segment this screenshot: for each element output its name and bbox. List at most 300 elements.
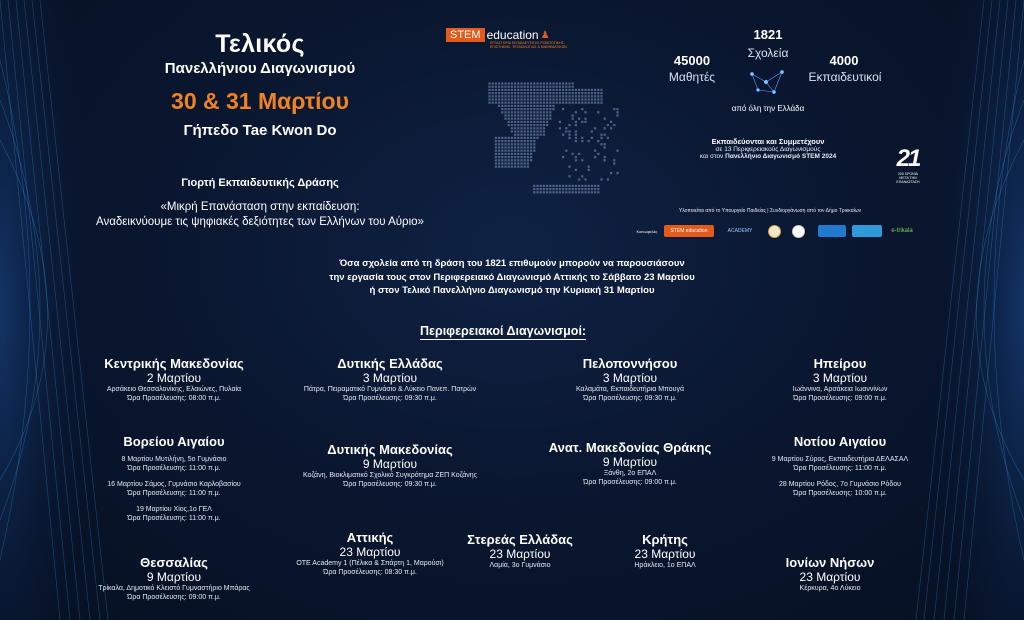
map-dot — [543, 130, 545, 132]
map-dot — [527, 95, 529, 97]
map-dot — [524, 82, 526, 84]
map-dot — [549, 95, 551, 97]
map-dot — [527, 82, 529, 84]
map-dot — [495, 82, 497, 84]
map-dot — [530, 114, 532, 116]
map-dot — [540, 92, 542, 94]
map-dot — [514, 108, 516, 110]
map-dot — [530, 86, 532, 88]
map-dot — [527, 137, 529, 139]
map-dot — [514, 156, 516, 158]
map-dot — [501, 143, 503, 145]
map-dot — [520, 102, 522, 104]
region-venue: Καλαμάτα, Εκπαιδευτήρια Μπουγά — [575, 386, 685, 393]
map-dot — [520, 166, 522, 168]
map-dot — [594, 92, 596, 94]
map-dot — [533, 89, 535, 91]
partner-logo-academy: ACADEMY — [727, 228, 753, 234]
map-dot — [517, 114, 519, 116]
map-dot — [520, 111, 522, 113]
map-dot — [524, 162, 526, 164]
map-dot — [604, 146, 606, 148]
map-dot — [552, 191, 554, 193]
map-dot — [540, 82, 542, 84]
map-dot — [524, 153, 526, 155]
map-dot — [613, 124, 615, 126]
map-dot — [508, 156, 510, 158]
map-dot — [514, 146, 516, 148]
map-dot — [501, 162, 503, 164]
map-dot — [552, 185, 554, 187]
map-dot — [572, 118, 574, 120]
map-dot — [559, 86, 561, 88]
map-dot — [568, 124, 570, 126]
map-dot — [501, 153, 503, 155]
map-dot — [572, 102, 574, 104]
map-dot — [604, 159, 606, 161]
map-dot — [533, 146, 535, 148]
map-dot — [498, 82, 500, 84]
region-crete — [610, 532, 720, 570]
map-dot — [572, 114, 574, 116]
map-dot — [520, 105, 522, 107]
participation-line-2 — [660, 153, 876, 160]
map-dot — [604, 118, 606, 120]
map-dot — [543, 121, 545, 123]
region-south-aegean — [750, 434, 930, 498]
map-dot — [597, 95, 599, 97]
map-dot — [591, 98, 593, 100]
map-dot — [559, 82, 561, 84]
map-dot — [568, 95, 570, 97]
map-dot — [568, 185, 570, 187]
map-dot — [536, 114, 538, 116]
map-dot — [524, 92, 526, 94]
map-dot — [504, 146, 506, 148]
map-dot — [533, 130, 535, 132]
emblem-icon — [792, 225, 805, 238]
map-dot — [520, 124, 522, 126]
map-dot — [520, 159, 522, 161]
map-dot — [524, 159, 526, 161]
map-dot — [543, 111, 545, 113]
map-dot — [511, 156, 513, 158]
map-dot — [549, 185, 551, 187]
map-dot — [578, 92, 580, 94]
region-date: 3 Μαρτίου — [812, 371, 868, 385]
map-dot — [556, 89, 558, 91]
map-dot — [584, 178, 586, 180]
map-dot — [543, 118, 545, 120]
map-dot — [527, 153, 529, 155]
map-dot — [533, 185, 535, 187]
map-dot — [584, 185, 586, 187]
map-dot — [520, 92, 522, 94]
map-dot — [536, 137, 538, 139]
region-date: 23 Μαρτίου — [799, 570, 861, 584]
map-dot — [536, 134, 538, 136]
map-dot — [527, 143, 529, 145]
map-dot — [514, 86, 516, 88]
map-dot — [552, 89, 554, 91]
region-name: Στερεάς Ελλάδας — [467, 532, 573, 547]
map-dot — [492, 98, 494, 100]
map-dot — [613, 159, 615, 161]
info-line-1: Όσα σχολεία από τη δράση του 1821 επιθυμούν μπορούν να παρουσιάσουν — [339, 258, 685, 269]
map-dot — [498, 86, 500, 88]
map-dot — [504, 92, 506, 94]
map-dot — [536, 188, 538, 190]
map-dot — [572, 86, 574, 88]
map-dot — [581, 98, 583, 100]
map-dot — [575, 156, 577, 158]
map-dot — [530, 137, 532, 139]
map-dot — [530, 140, 532, 142]
map-dot — [520, 114, 522, 116]
map-dot — [527, 92, 529, 94]
map-dot — [514, 140, 516, 142]
map-dot — [575, 130, 577, 132]
map-dot — [498, 162, 500, 164]
map-dot — [514, 127, 516, 129]
map-dot — [530, 146, 532, 148]
map-dot — [517, 108, 519, 110]
map-dot — [524, 124, 526, 126]
map-dot — [540, 185, 542, 187]
map-dot — [530, 134, 532, 136]
map-dot — [511, 111, 513, 113]
map-dot — [597, 92, 599, 94]
map-dot — [498, 137, 500, 139]
region-time-1: Ώρα Προσέλευσης: 11:00 π.μ. — [127, 465, 221, 472]
map-dot — [568, 134, 570, 136]
map-dot — [600, 89, 602, 91]
region-ionian-islands — [760, 555, 900, 593]
map-dot — [527, 105, 529, 107]
map-dot — [578, 188, 580, 190]
map-dot — [584, 98, 586, 100]
map-dot — [536, 102, 538, 104]
map-dot — [495, 89, 497, 91]
map-dot — [504, 86, 506, 88]
map-dot — [511, 150, 513, 152]
map-dot — [584, 188, 586, 190]
map-dot — [530, 156, 532, 158]
map-dot — [543, 188, 545, 190]
map-dot — [578, 178, 580, 180]
schools-count: 1821 — [753, 27, 783, 42]
main-title: Τελικός — [215, 30, 305, 58]
map-dot — [616, 108, 618, 110]
map-dot — [511, 98, 513, 100]
map-dot — [578, 118, 580, 120]
map-dot — [533, 140, 535, 142]
map-dot — [568, 166, 570, 168]
region-time: Ώρα Προσέλευσης: 09:00 π.μ. — [127, 594, 221, 601]
map-dot — [504, 95, 506, 97]
map-dot — [524, 143, 526, 145]
map-dot — [543, 98, 545, 100]
map-dot — [504, 137, 506, 139]
map-dot — [594, 89, 596, 91]
map-dot — [517, 82, 519, 84]
map-dot — [588, 95, 590, 97]
map-dot — [575, 111, 577, 113]
map-dot — [568, 191, 570, 193]
map-dot — [533, 188, 535, 190]
map-dot — [492, 102, 494, 104]
map-dot — [520, 86, 522, 88]
map-dot — [520, 143, 522, 145]
map-dot — [591, 191, 593, 193]
region-name: Ανατ. Μακεδονίας Θράκης — [548, 440, 712, 455]
map-dot — [508, 150, 510, 152]
map-dot — [572, 188, 574, 190]
map-dot — [588, 89, 590, 91]
map-dot — [504, 98, 506, 100]
map-dot — [517, 98, 519, 100]
map-dot — [511, 105, 513, 107]
map-dot — [568, 89, 570, 91]
map-dot — [546, 191, 548, 193]
map-dot — [581, 89, 583, 91]
map-dot — [527, 111, 529, 113]
map-dot — [508, 114, 510, 116]
map-dot — [508, 82, 510, 84]
map-dot — [549, 191, 551, 193]
map-dot — [530, 124, 532, 126]
map-dot — [501, 89, 503, 91]
map-dot — [514, 134, 516, 136]
map-dot — [514, 105, 516, 107]
anniversary-logo — [886, 146, 930, 184]
map-dot — [524, 89, 526, 91]
map-dot — [514, 114, 516, 116]
region-venue: Τρίκαλα, Δημοτικό Κλειστό Γυμναστήριο Μπάρας — [98, 585, 250, 592]
map-dot — [504, 105, 506, 107]
map-dot — [488, 102, 490, 104]
map-dot — [556, 92, 558, 94]
map-dot — [556, 86, 558, 88]
final-dates: 30 & 31 Μαρτίου — [171, 88, 349, 114]
map-dot — [600, 134, 602, 136]
network-icon — [744, 64, 792, 98]
map-dot — [575, 124, 577, 126]
map-dot — [501, 105, 503, 107]
map-dot — [578, 185, 580, 187]
map-dot — [565, 95, 567, 97]
map-dot — [581, 121, 583, 123]
map-dot — [488, 86, 490, 88]
map-dot — [575, 191, 577, 193]
map-dot — [524, 105, 526, 107]
participation-bold: Πανελλήνιο Διαγωνισμό STEM 2024 — [725, 153, 837, 160]
map-dot — [556, 191, 558, 193]
map-dot — [565, 127, 567, 129]
map-dot — [530, 95, 532, 97]
region-date: 23 Μαρτίου — [339, 545, 401, 559]
map-dot — [533, 105, 535, 107]
map-dot — [495, 150, 497, 152]
map-dot — [584, 92, 586, 94]
map-dot — [581, 140, 583, 142]
region-event-3: 19 Μαρτίου Χίος,1ο ΓΕΛ — [136, 506, 212, 513]
quote-line-2: Αναδεικνύουμε τις ψηφιακές δεξιότητες των Ελλήνων του Αύριο» — [96, 216, 424, 228]
map-dot — [508, 98, 510, 100]
map-dot — [594, 95, 596, 97]
map-dot — [498, 159, 500, 161]
map-dot — [588, 98, 590, 100]
map-dot — [495, 86, 497, 88]
region-name: Ηπείρου — [813, 356, 867, 371]
map-dot — [591, 102, 593, 104]
event-quote — [40, 200, 480, 230]
map-dot — [517, 150, 519, 152]
region-epirus — [770, 356, 910, 403]
map-dot — [543, 82, 545, 84]
map-dot — [584, 118, 586, 120]
map-dot — [562, 95, 564, 97]
region-venue: Πάτρα, Πειραματικό Γυμνάσιο & Λύκειο Πανεπ. Πατρών — [303, 386, 477, 393]
map-dot — [517, 130, 519, 132]
map-dot — [594, 191, 596, 193]
map-dot — [543, 105, 545, 107]
map-dot — [495, 143, 497, 145]
region-name: Δυτικής Ελλάδας — [337, 356, 443, 371]
map-dot — [511, 137, 513, 139]
logo-word: education — [486, 28, 539, 42]
map-dot — [540, 108, 542, 110]
map-dot — [581, 92, 583, 94]
map-dot — [597, 140, 599, 142]
map-dot — [600, 98, 602, 100]
left-decoration — [0, 0, 110, 620]
map-dot — [540, 118, 542, 120]
map-dot — [511, 95, 513, 97]
map-dot — [495, 146, 497, 148]
map-dot — [524, 140, 526, 142]
map-dot — [508, 111, 510, 113]
map-dot — [540, 98, 542, 100]
map-dot — [600, 102, 602, 104]
region-event-2: 16 Μαρτίου Σάμος, Γυμνάσιο Καρλοβασίου — [107, 481, 241, 488]
map-dot — [533, 86, 535, 88]
map-dot — [498, 153, 500, 155]
map-dot — [565, 102, 567, 104]
map-dot — [495, 98, 497, 100]
map-dot — [549, 86, 551, 88]
map-dot — [575, 98, 577, 100]
map-dot — [501, 166, 503, 168]
map-dot — [511, 162, 513, 164]
map-dot — [498, 156, 500, 158]
map-dot — [549, 92, 551, 94]
map-dot — [594, 156, 596, 158]
participation-line-1: σε 13 Περιφερειακούς Διαγωνισμούς — [715, 146, 821, 153]
map-dot — [546, 121, 548, 123]
region-venue: Αρσάκειο Θεσσαλονίκης, Ελαιώνες, Πυλαία — [106, 386, 242, 393]
map-dot — [536, 185, 538, 187]
region-time-3: Ώρα Προσέλευσης: 11:00 π.μ. — [127, 515, 221, 522]
map-dot — [530, 82, 532, 84]
map-dot — [565, 98, 567, 100]
map-dot — [543, 108, 545, 110]
region-thessaly — [94, 555, 254, 602]
map-dot — [543, 127, 545, 129]
map-dot — [588, 169, 590, 171]
map-dot — [508, 143, 510, 145]
map-dot — [594, 188, 596, 190]
map-dot — [536, 130, 538, 132]
map-dot — [498, 105, 500, 107]
map-dot — [508, 124, 510, 126]
map-dot — [575, 140, 577, 142]
map-dot — [546, 124, 548, 126]
map-dot — [504, 153, 506, 155]
stats-origin: από όλη την Ελλάδα — [731, 104, 805, 113]
map-dot — [498, 95, 500, 97]
map-dot — [575, 102, 577, 104]
map-dot — [520, 146, 522, 148]
section-title-wrap — [420, 322, 586, 340]
map-dot — [597, 111, 599, 113]
map-dot — [581, 185, 583, 187]
map-dot — [562, 185, 564, 187]
map-dot — [549, 118, 551, 120]
map-dot — [533, 143, 535, 145]
map-dot — [527, 140, 529, 142]
map-dot — [549, 108, 551, 110]
map-dot — [527, 162, 529, 164]
map-dot — [549, 82, 551, 84]
map-dot — [536, 82, 538, 84]
map-dot — [504, 150, 506, 152]
map-dot — [597, 153, 599, 155]
map-dot — [597, 89, 599, 91]
map-dot — [540, 188, 542, 190]
map-dot — [514, 137, 516, 139]
participation-title: Εκπαιδεύονται και Συμμετέχουν — [711, 137, 825, 146]
region-western-greece — [300, 356, 480, 403]
map-dot — [565, 89, 567, 91]
map-dot — [501, 102, 503, 104]
map-dot — [488, 89, 490, 91]
map-dot — [517, 118, 519, 120]
map-dot — [584, 111, 586, 113]
map-dot — [504, 140, 506, 142]
map-dot — [492, 92, 494, 94]
map-dot — [501, 111, 503, 113]
region-name: Πελοποννήσου — [582, 356, 678, 371]
map-dot — [565, 185, 567, 187]
region-time: Ώρα Προσέλευσης: 09:30 π.μ. — [343, 395, 437, 402]
map-dot — [575, 95, 577, 97]
map-dot — [520, 95, 522, 97]
map-dot — [556, 102, 558, 104]
region-name: Κεντρικής Μακεδονίας — [104, 356, 244, 371]
region-name: Θεσσαλίας — [140, 555, 208, 570]
map-dot — [568, 130, 570, 132]
map-dot — [524, 95, 526, 97]
students-count: 45000 — [673, 53, 711, 68]
map-dot — [540, 89, 542, 91]
map-dot — [565, 191, 567, 193]
map-dot — [527, 134, 529, 136]
map-dot — [517, 95, 519, 97]
map-dot — [514, 121, 516, 123]
map-dot — [501, 95, 503, 97]
map-dot — [581, 108, 583, 110]
